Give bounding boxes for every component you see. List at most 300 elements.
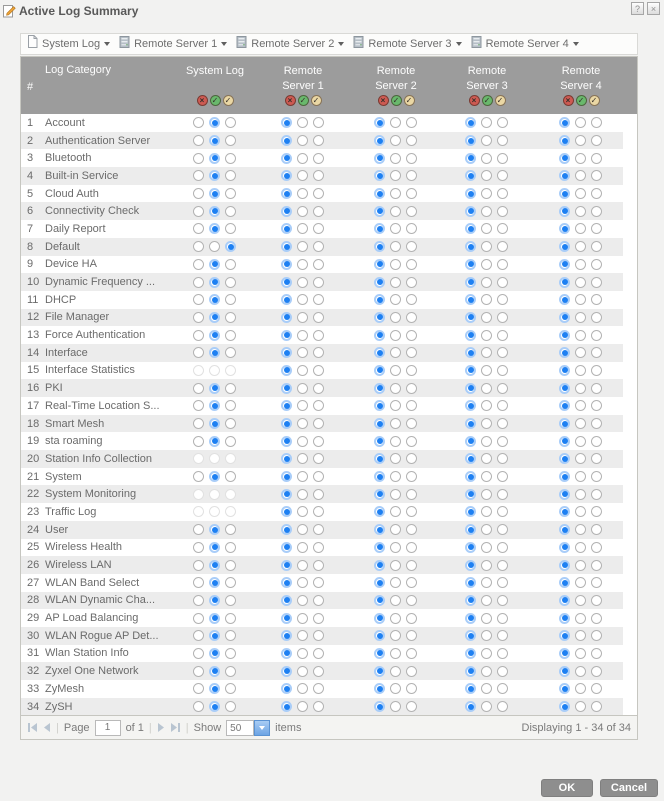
radio-remote-server-2-disable[interactable] xyxy=(374,418,385,429)
radio-remote-server-4-normal[interactable] xyxy=(575,595,586,606)
radio-remote-server-4-normal[interactable] xyxy=(575,613,586,624)
radio-remote-server-2-disable[interactable] xyxy=(374,365,385,376)
radio-remote-server-1-debug[interactable] xyxy=(313,542,324,553)
radio-remote-server-4-normal[interactable] xyxy=(575,170,586,181)
radio-system-log-normal[interactable] xyxy=(209,683,220,694)
radio-remote-server-3-disable[interactable] xyxy=(465,170,476,181)
radio-remote-server-4-normal[interactable] xyxy=(575,489,586,500)
radio-remote-server-4-normal[interactable] xyxy=(575,683,586,694)
radio-remote-server-2-debug[interactable] xyxy=(406,312,417,323)
radio-system-log-debug[interactable] xyxy=(225,347,236,358)
radio-remote-server-2-debug[interactable] xyxy=(406,170,417,181)
radio-remote-server-2-debug[interactable] xyxy=(406,701,417,712)
radio-remote-server-3-normal[interactable] xyxy=(481,312,492,323)
radio-system-log-debug[interactable] xyxy=(225,683,236,694)
radio-remote-server-2-disable[interactable] xyxy=(374,595,385,606)
radio-remote-server-3-normal[interactable] xyxy=(481,241,492,252)
radio-system-log-debug[interactable] xyxy=(225,294,236,305)
radio-remote-server-4-disable[interactable] xyxy=(559,542,570,553)
radio-remote-server-4-debug[interactable] xyxy=(591,471,602,482)
radio-remote-server-3-disable[interactable] xyxy=(465,259,476,270)
radio-remote-server-1-debug[interactable] xyxy=(313,613,324,624)
radio-remote-server-3-normal[interactable] xyxy=(481,595,492,606)
radio-system-log-normal[interactable] xyxy=(209,471,220,482)
radio-remote-server-4-debug[interactable] xyxy=(591,153,602,164)
radio-system-log-disable[interactable] xyxy=(193,400,204,411)
radio-remote-server-4-disable[interactable] xyxy=(559,524,570,535)
radio-system-log-disable[interactable] xyxy=(193,117,204,128)
radio-remote-server-4-disable[interactable] xyxy=(559,277,570,288)
radio-system-log-disable[interactable] xyxy=(193,259,204,270)
radio-remote-server-3-debug[interactable] xyxy=(497,153,508,164)
radio-remote-server-1-normal[interactable] xyxy=(297,241,308,252)
toolbar-button-system-log[interactable]: System Log xyxy=(25,35,117,53)
radio-system-log-normal[interactable] xyxy=(209,153,220,164)
radio-remote-server-1-normal[interactable] xyxy=(297,630,308,641)
radio-remote-server-2-disable[interactable] xyxy=(374,206,385,217)
radio-remote-server-2-debug[interactable] xyxy=(406,117,417,128)
radio-remote-server-1-normal[interactable] xyxy=(297,648,308,659)
radio-remote-server-3-normal[interactable] xyxy=(481,453,492,464)
radio-remote-server-4-disable[interactable] xyxy=(559,347,570,358)
radio-remote-server-4-normal[interactable] xyxy=(575,277,586,288)
radio-remote-server-1-normal[interactable] xyxy=(297,135,308,146)
radio-remote-server-3-normal[interactable] xyxy=(481,117,492,128)
radio-remote-server-3-disable[interactable] xyxy=(465,223,476,234)
radio-remote-server-1-disable[interactable] xyxy=(281,577,292,588)
radio-remote-server-3-disable[interactable] xyxy=(465,206,476,217)
radio-remote-server-4-normal[interactable] xyxy=(575,524,586,535)
radio-system-log-normal[interactable] xyxy=(209,436,220,447)
radio-remote-server-2-debug[interactable] xyxy=(406,666,417,677)
radio-remote-server-3-normal[interactable] xyxy=(481,347,492,358)
radio-remote-server-3-disable[interactable] xyxy=(465,135,476,146)
radio-system-log-disable[interactable] xyxy=(193,630,204,641)
radio-remote-server-4-debug[interactable] xyxy=(591,595,602,606)
radio-remote-server-3-disable[interactable] xyxy=(465,153,476,164)
radio-remote-server-4-disable[interactable] xyxy=(559,560,570,571)
radio-remote-server-4-disable[interactable] xyxy=(559,383,570,394)
radio-remote-server-1-disable[interactable] xyxy=(281,117,292,128)
radio-remote-server-1-disable[interactable] xyxy=(281,312,292,323)
radio-remote-server-3-disable[interactable] xyxy=(465,577,476,588)
radio-remote-server-1-disable[interactable] xyxy=(281,170,292,181)
radio-remote-server-1-normal[interactable] xyxy=(297,347,308,358)
radio-remote-server-3-debug[interactable] xyxy=(497,683,508,694)
radio-system-log-debug[interactable] xyxy=(225,153,236,164)
radio-remote-server-2-debug[interactable] xyxy=(406,524,417,535)
radio-remote-server-1-debug[interactable] xyxy=(313,630,324,641)
radio-remote-server-2-disable[interactable] xyxy=(374,330,385,341)
radio-remote-server-4-debug[interactable] xyxy=(591,489,602,500)
radio-remote-server-3-normal[interactable] xyxy=(481,400,492,411)
radio-remote-server-3-debug[interactable] xyxy=(497,223,508,234)
radio-system-log-disable[interactable] xyxy=(193,701,204,712)
toolbar-button-remote-server-4[interactable]: Remote Server 4 xyxy=(469,35,586,53)
radio-system-log-normal[interactable] xyxy=(209,630,220,641)
radio-remote-server-4-disable[interactable] xyxy=(559,206,570,217)
radio-remote-server-2-normal[interactable] xyxy=(390,418,401,429)
radio-remote-server-3-debug[interactable] xyxy=(497,701,508,712)
radio-remote-server-3-debug[interactable] xyxy=(497,400,508,411)
radio-remote-server-1-normal[interactable] xyxy=(297,330,308,341)
radio-remote-server-3-debug[interactable] xyxy=(497,259,508,270)
radio-system-log-normal[interactable] xyxy=(209,188,220,199)
radio-system-log-debug[interactable] xyxy=(225,383,236,394)
radio-system-log-disable[interactable] xyxy=(193,223,204,234)
radio-remote-server-2-debug[interactable] xyxy=(406,683,417,694)
radio-remote-server-4-normal[interactable] xyxy=(575,347,586,358)
radio-remote-server-4-debug[interactable] xyxy=(591,241,602,252)
radio-remote-server-1-debug[interactable] xyxy=(313,365,324,376)
radio-remote-server-1-disable[interactable] xyxy=(281,277,292,288)
radio-remote-server-4-disable[interactable] xyxy=(559,312,570,323)
radio-remote-server-4-normal[interactable] xyxy=(575,188,586,199)
chevron-down-icon[interactable] xyxy=(254,720,270,736)
radio-system-log-debug[interactable] xyxy=(225,524,236,535)
radio-remote-server-1-disable[interactable] xyxy=(281,383,292,394)
help-button[interactable]: ? xyxy=(631,2,644,15)
radio-remote-server-1-debug[interactable] xyxy=(313,453,324,464)
radio-remote-server-3-debug[interactable] xyxy=(497,595,508,606)
radio-system-log-debug[interactable] xyxy=(225,648,236,659)
radio-system-log-debug[interactable] xyxy=(225,188,236,199)
radio-remote-server-3-disable[interactable] xyxy=(465,400,476,411)
radio-system-log-normal[interactable] xyxy=(209,347,220,358)
radio-remote-server-3-debug[interactable] xyxy=(497,436,508,447)
radio-remote-server-4-disable[interactable] xyxy=(559,471,570,482)
ok-button[interactable]: OK xyxy=(541,779,593,797)
radio-remote-server-4-normal[interactable] xyxy=(575,259,586,270)
previous-page-icon[interactable] xyxy=(43,723,51,732)
radio-system-log-disable[interactable] xyxy=(193,347,204,358)
radio-remote-server-2-debug[interactable] xyxy=(406,560,417,571)
radio-remote-server-1-disable[interactable] xyxy=(281,241,292,252)
radio-remote-server-1-debug[interactable] xyxy=(313,577,324,588)
radio-remote-server-4-normal[interactable] xyxy=(575,453,586,464)
radio-remote-server-2-normal[interactable] xyxy=(390,170,401,181)
radio-remote-server-3-disable[interactable] xyxy=(465,524,476,535)
radio-remote-server-2-debug[interactable] xyxy=(406,542,417,553)
radio-remote-server-2-debug[interactable] xyxy=(406,471,417,482)
radio-remote-server-3-disable[interactable] xyxy=(465,666,476,677)
radio-remote-server-4-debug[interactable] xyxy=(591,188,602,199)
radio-system-log-debug[interactable] xyxy=(225,330,236,341)
radio-remote-server-1-disable[interactable] xyxy=(281,206,292,217)
radio-remote-server-3-debug[interactable] xyxy=(497,170,508,181)
radio-remote-server-3-debug[interactable] xyxy=(497,471,508,482)
radio-remote-server-1-debug[interactable] xyxy=(313,312,324,323)
radio-remote-server-4-disable[interactable] xyxy=(559,630,570,641)
radio-remote-server-2-debug[interactable] xyxy=(406,595,417,606)
radio-remote-server-1-normal[interactable] xyxy=(297,277,308,288)
radio-system-log-normal[interactable] xyxy=(209,170,220,181)
radio-remote-server-1-debug[interactable] xyxy=(313,595,324,606)
radio-remote-server-1-debug[interactable] xyxy=(313,648,324,659)
radio-remote-server-4-normal[interactable] xyxy=(575,135,586,146)
radio-remote-server-4-disable[interactable] xyxy=(559,577,570,588)
radio-remote-server-1-normal[interactable] xyxy=(297,223,308,234)
radio-remote-server-3-disable[interactable] xyxy=(465,188,476,199)
radio-remote-server-4-normal[interactable] xyxy=(575,330,586,341)
radio-remote-server-3-normal[interactable] xyxy=(481,577,492,588)
radio-remote-server-2-normal[interactable] xyxy=(390,701,401,712)
radio-remote-server-2-normal[interactable] xyxy=(390,294,401,305)
radio-remote-server-3-disable[interactable] xyxy=(465,277,476,288)
radio-remote-server-4-normal[interactable] xyxy=(575,206,586,217)
radio-remote-server-3-disable[interactable] xyxy=(465,595,476,606)
radio-system-log-normal[interactable] xyxy=(209,524,220,535)
radio-system-log-normal[interactable] xyxy=(209,294,220,305)
radio-system-log-debug[interactable] xyxy=(225,666,236,677)
radio-remote-server-2-disable[interactable] xyxy=(374,648,385,659)
radio-remote-server-2-normal[interactable] xyxy=(390,400,401,411)
radio-system-log-debug[interactable] xyxy=(225,400,236,411)
radio-remote-server-3-normal[interactable] xyxy=(481,683,492,694)
radio-remote-server-4-normal[interactable] xyxy=(575,560,586,571)
radio-system-log-normal[interactable] xyxy=(209,560,220,571)
radio-remote-server-3-normal[interactable] xyxy=(481,277,492,288)
radio-remote-server-4-disable[interactable] xyxy=(559,400,570,411)
radio-remote-server-4-disable[interactable] xyxy=(559,436,570,447)
toolbar-button-remote-server-2[interactable]: Remote Server 2 xyxy=(234,35,351,53)
radio-remote-server-2-debug[interactable] xyxy=(406,259,417,270)
radio-remote-server-1-disable[interactable] xyxy=(281,648,292,659)
radio-remote-server-1-normal[interactable] xyxy=(297,294,308,305)
radio-remote-server-1-disable[interactable] xyxy=(281,489,292,500)
radio-remote-server-3-normal[interactable] xyxy=(481,701,492,712)
radio-remote-server-2-normal[interactable] xyxy=(390,542,401,553)
radio-remote-server-2-normal[interactable] xyxy=(390,683,401,694)
radio-remote-server-1-disable[interactable] xyxy=(281,683,292,694)
radio-system-log-disable[interactable] xyxy=(193,330,204,341)
radio-remote-server-3-debug[interactable] xyxy=(497,365,508,376)
radio-remote-server-2-debug[interactable] xyxy=(406,613,417,624)
radio-system-log-disable[interactable] xyxy=(193,206,204,217)
radio-remote-server-3-debug[interactable] xyxy=(497,630,508,641)
radio-remote-server-3-normal[interactable] xyxy=(481,506,492,517)
radio-remote-server-4-normal[interactable] xyxy=(575,542,586,553)
close-icon[interactable]: × xyxy=(647,2,660,15)
radio-remote-server-4-debug[interactable] xyxy=(591,577,602,588)
radio-remote-server-3-normal[interactable] xyxy=(481,524,492,535)
radio-system-log-debug[interactable] xyxy=(225,577,236,588)
radio-remote-server-2-disable[interactable] xyxy=(374,347,385,358)
radio-system-log-debug[interactable] xyxy=(225,436,236,447)
radio-remote-server-3-disable[interactable] xyxy=(465,683,476,694)
radio-remote-server-2-disable[interactable] xyxy=(374,117,385,128)
radio-remote-server-4-debug[interactable] xyxy=(591,683,602,694)
radio-remote-server-1-normal[interactable] xyxy=(297,365,308,376)
radio-remote-server-3-debug[interactable] xyxy=(497,524,508,535)
radio-remote-server-1-normal[interactable] xyxy=(297,170,308,181)
radio-remote-server-1-normal[interactable] xyxy=(297,542,308,553)
radio-remote-server-1-debug[interactable] xyxy=(313,294,324,305)
radio-system-log-normal[interactable] xyxy=(209,223,220,234)
radio-remote-server-3-normal[interactable] xyxy=(481,666,492,677)
radio-remote-server-2-normal[interactable] xyxy=(390,383,401,394)
radio-remote-server-4-disable[interactable] xyxy=(559,365,570,376)
radio-system-log-disable[interactable] xyxy=(193,577,204,588)
radio-remote-server-2-debug[interactable] xyxy=(406,383,417,394)
radio-remote-server-1-disable[interactable] xyxy=(281,400,292,411)
radio-system-log-debug[interactable] xyxy=(225,117,236,128)
radio-remote-server-2-normal[interactable] xyxy=(390,613,401,624)
radio-remote-server-4-disable[interactable] xyxy=(559,701,570,712)
radio-remote-server-4-disable[interactable] xyxy=(559,648,570,659)
radio-remote-server-2-disable[interactable] xyxy=(374,577,385,588)
radio-system-log-normal[interactable] xyxy=(209,330,220,341)
radio-remote-server-4-debug[interactable] xyxy=(591,436,602,447)
radio-remote-server-4-debug[interactable] xyxy=(591,330,602,341)
radio-remote-server-1-debug[interactable] xyxy=(313,153,324,164)
radio-remote-server-1-disable[interactable] xyxy=(281,560,292,571)
next-page-icon[interactable] xyxy=(157,723,165,732)
radio-system-log-debug[interactable] xyxy=(225,595,236,606)
radio-system-log-debug[interactable] xyxy=(225,560,236,571)
radio-remote-server-1-disable[interactable] xyxy=(281,453,292,464)
radio-remote-server-4-disable[interactable] xyxy=(559,595,570,606)
radio-remote-server-2-debug[interactable] xyxy=(406,436,417,447)
radio-remote-server-2-normal[interactable] xyxy=(390,595,401,606)
radio-remote-server-3-debug[interactable] xyxy=(497,312,508,323)
radio-remote-server-1-debug[interactable] xyxy=(313,400,324,411)
radio-remote-server-2-disable[interactable] xyxy=(374,453,385,464)
radio-remote-server-4-normal[interactable] xyxy=(575,471,586,482)
radio-system-log-normal[interactable] xyxy=(209,648,220,659)
radio-remote-server-3-normal[interactable] xyxy=(481,436,492,447)
radio-remote-server-2-normal[interactable] xyxy=(390,506,401,517)
radio-remote-server-2-debug[interactable] xyxy=(406,188,417,199)
radio-remote-server-1-debug[interactable] xyxy=(313,436,324,447)
radio-system-log-debug[interactable] xyxy=(225,170,236,181)
radio-remote-server-4-normal[interactable] xyxy=(575,294,586,305)
radio-remote-server-1-debug[interactable] xyxy=(313,418,324,429)
radio-remote-server-3-debug[interactable] xyxy=(497,613,508,624)
radio-system-log-normal[interactable] xyxy=(209,206,220,217)
radio-remote-server-3-normal[interactable] xyxy=(481,613,492,624)
radio-system-log-normal[interactable] xyxy=(209,135,220,146)
radio-remote-server-4-normal[interactable] xyxy=(575,436,586,447)
radio-remote-server-1-disable[interactable] xyxy=(281,471,292,482)
radio-remote-server-1-normal[interactable] xyxy=(297,595,308,606)
radio-remote-server-2-disable[interactable] xyxy=(374,400,385,411)
radio-remote-server-3-debug[interactable] xyxy=(497,542,508,553)
radio-remote-server-1-debug[interactable] xyxy=(313,471,324,482)
radio-system-log-debug[interactable] xyxy=(225,135,236,146)
radio-remote-server-2-normal[interactable] xyxy=(390,206,401,217)
radio-remote-server-1-disable[interactable] xyxy=(281,595,292,606)
radio-remote-server-3-normal[interactable] xyxy=(481,294,492,305)
radio-remote-server-1-disable[interactable] xyxy=(281,506,292,517)
radio-remote-server-3-normal[interactable] xyxy=(481,560,492,571)
radio-remote-server-1-debug[interactable] xyxy=(313,330,324,341)
radio-remote-server-4-disable[interactable] xyxy=(559,259,570,270)
radio-system-log-disable[interactable] xyxy=(193,135,204,146)
radio-remote-server-3-disable[interactable] xyxy=(465,471,476,482)
radio-system-log-disable[interactable] xyxy=(193,294,204,305)
radio-system-log-disable[interactable] xyxy=(193,683,204,694)
radio-remote-server-3-debug[interactable] xyxy=(497,277,508,288)
radio-remote-server-3-normal[interactable] xyxy=(481,170,492,181)
radio-remote-server-1-disable[interactable] xyxy=(281,259,292,270)
radio-remote-server-3-disable[interactable] xyxy=(465,241,476,252)
radio-remote-server-2-debug[interactable] xyxy=(406,648,417,659)
radio-remote-server-1-disable[interactable] xyxy=(281,135,292,146)
radio-remote-server-4-debug[interactable] xyxy=(591,294,602,305)
radio-remote-server-3-normal[interactable] xyxy=(481,135,492,146)
radio-remote-server-2-debug[interactable] xyxy=(406,241,417,252)
radio-remote-server-1-disable[interactable] xyxy=(281,630,292,641)
radio-remote-server-2-normal[interactable] xyxy=(390,436,401,447)
radio-remote-server-2-normal[interactable] xyxy=(390,666,401,677)
radio-remote-server-1-disable[interactable] xyxy=(281,418,292,429)
last-page-icon[interactable] xyxy=(170,723,181,732)
radio-remote-server-2-debug[interactable] xyxy=(406,330,417,341)
radio-remote-server-3-disable[interactable] xyxy=(465,613,476,624)
radio-remote-server-2-debug[interactable] xyxy=(406,577,417,588)
radio-remote-server-2-disable[interactable] xyxy=(374,135,385,146)
radio-remote-server-1-normal[interactable] xyxy=(297,117,308,128)
radio-system-log-disable[interactable] xyxy=(193,666,204,677)
radio-remote-server-3-normal[interactable] xyxy=(481,489,492,500)
radio-remote-server-1-debug[interactable] xyxy=(313,277,324,288)
radio-remote-server-4-disable[interactable] xyxy=(559,153,570,164)
radio-remote-server-2-disable[interactable] xyxy=(374,188,385,199)
radio-remote-server-3-disable[interactable] xyxy=(465,630,476,641)
radio-remote-server-4-debug[interactable] xyxy=(591,506,602,517)
radio-remote-server-4-disable[interactable] xyxy=(559,683,570,694)
radio-remote-server-3-debug[interactable] xyxy=(497,383,508,394)
radio-remote-server-3-normal[interactable] xyxy=(481,383,492,394)
radio-remote-server-3-debug[interactable] xyxy=(497,418,508,429)
radio-remote-server-2-disable[interactable] xyxy=(374,259,385,270)
toolbar-button-remote-server-1[interactable]: Remote Server 1 xyxy=(117,35,234,53)
radio-remote-server-4-disable[interactable] xyxy=(559,170,570,181)
radio-remote-server-1-normal[interactable] xyxy=(297,400,308,411)
radio-remote-server-4-normal[interactable] xyxy=(575,418,586,429)
radio-remote-server-1-disable[interactable] xyxy=(281,701,292,712)
radio-remote-server-2-normal[interactable] xyxy=(390,648,401,659)
radio-remote-server-1-debug[interactable] xyxy=(313,223,324,234)
radio-remote-server-1-disable[interactable] xyxy=(281,330,292,341)
radio-system-log-debug[interactable] xyxy=(225,542,236,553)
radio-remote-server-2-disable[interactable] xyxy=(374,560,385,571)
radio-remote-server-3-disable[interactable] xyxy=(465,453,476,464)
radio-remote-server-4-normal[interactable] xyxy=(575,666,586,677)
radio-remote-server-1-debug[interactable] xyxy=(313,241,324,252)
radio-remote-server-1-disable[interactable] xyxy=(281,542,292,553)
radio-remote-server-4-debug[interactable] xyxy=(591,524,602,535)
radio-remote-server-4-debug[interactable] xyxy=(591,365,602,376)
radio-remote-server-1-disable[interactable] xyxy=(281,524,292,535)
radio-remote-server-3-normal[interactable] xyxy=(481,630,492,641)
radio-remote-server-2-normal[interactable] xyxy=(390,347,401,358)
radio-remote-server-2-debug[interactable] xyxy=(406,418,417,429)
radio-remote-server-1-debug[interactable] xyxy=(313,560,324,571)
radio-system-log-debug[interactable] xyxy=(225,613,236,624)
radio-remote-server-2-normal[interactable] xyxy=(390,453,401,464)
radio-remote-server-4-disable[interactable] xyxy=(559,135,570,146)
radio-remote-server-2-disable[interactable] xyxy=(374,489,385,500)
radio-remote-server-1-normal[interactable] xyxy=(297,312,308,323)
radio-remote-server-2-disable[interactable] xyxy=(374,170,385,181)
radio-system-log-normal[interactable] xyxy=(209,383,220,394)
radio-remote-server-4-debug[interactable] xyxy=(591,259,602,270)
radio-remote-server-1-disable[interactable] xyxy=(281,153,292,164)
radio-remote-server-2-disable[interactable] xyxy=(374,666,385,677)
radio-remote-server-2-normal[interactable] xyxy=(390,365,401,376)
